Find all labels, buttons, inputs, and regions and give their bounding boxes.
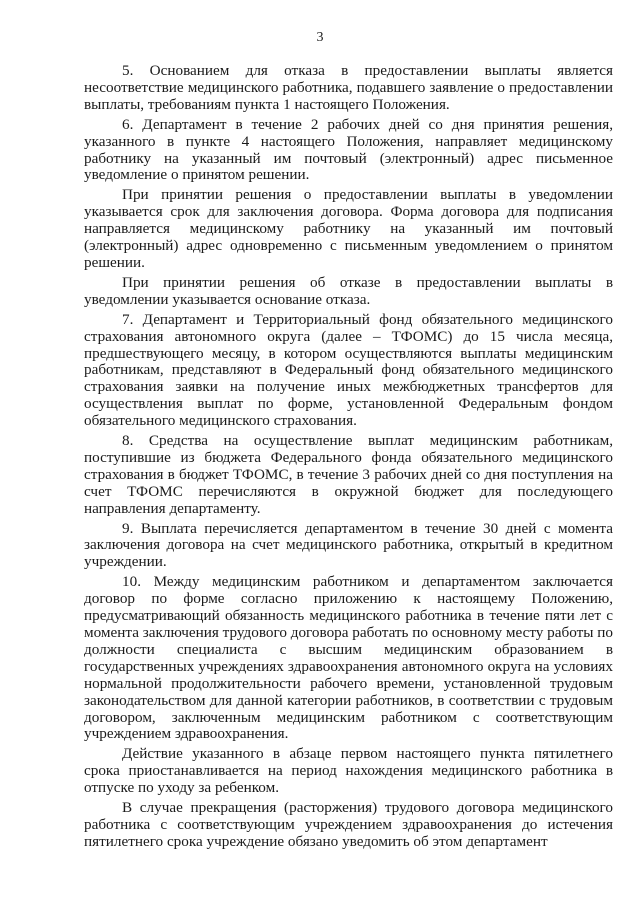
- paragraph-9-payment: 9. Выплата перечисляется департаментом в течение 30 дней с момента заключения договора на счет медицинского работника, открытый в кредитном учреждении.: [84, 519, 613, 571]
- paragraph-6-notification: 6. Департамент в течение 2 рабочих дней со дня принятия решения, указанного в пункте 4 настоящего Положения, направляет медицинскому работнику на указанный им почтовый (электронный) адрес письменное уведомление о принятом решении.: [84, 115, 613, 184]
- paragraph-6-approval-notice: При принятии решения о предоставлении выплаты в уведомлении указывается срок для заключения договора. Форма договора для подписания направляется медицинскому работнику на указанный им почтовый (электронный) адрес одновременно с письменным уведомлением о принятом решении.: [84, 186, 613, 271]
- document-body: [84, 63, 613, 854]
- paragraph-10-termination: В случае прекращения (расторжения) трудового договора медицинского работника с соответствующим учреждением здравоохранения до истечения пятилетнего срока учреждение обязано уведомить об этом департамент: [84, 799, 613, 850]
- paragraph-6-refusal-notice: При принятии решения об отказе в предоставлении выплаты в уведомлении указывается основание отказа.: [84, 273, 613, 308]
- paragraph-7-applications: 7. Департамент и Территориальный фонд обязательного медицинского страхования автономного округа (далее – ТФОМС) до 15 числа месяца, предшествующего месяцу, в котором осуществляются выплаты медицинским работникам, представляют в Федеральный фонд обязательного медицинского страхования заявки на получение иных межбюджетных трансфертов для осуществления выплат по форме, установленной Федеральным фондом обязательного медицинского страхования.: [84, 310, 613, 430]
- page-number: 3: [316, 30, 324, 45]
- paragraph-10-suspension: Действие указанного в абзаце первом настоящего пункта пятилетнего срока приостанавливается на период нахождения медицинского работника в отпуске по уходу за ребенком.: [84, 745, 613, 797]
- paragraph-8-funds: 8. Средства на осуществление выплат медицинским работникам, поступившие из бюджета Федерального фонда обязательного медицинского страхования в бюджет ТФОМС, в течение 3 рабочих дней со дня поступления на счет ТФОМС перечисляются в окружной бюджет для последующего направления департаменту.: [84, 432, 613, 517]
- paragraph-10-contract: 10. Между медицинским работником и департаментом заключается договор по форме согласно приложению к настоящему Положению, предусматривающий обязанность медицинского работника в течение пяти лет с момента заключения трудового договора работать по основному месту работы по должности специалиста с высшим медицинским образованием в государственных учреждениях здравоохранения автономного округа на условиях нормальной продолжительности рабочего времени, установленной трудовым законодательством для данной категории работников, в соответствии с трудовым договором, заключенным медицинским работником с соответствующим учреждением здравоохранения.: [84, 573, 613, 743]
- paragraph-5-refusal-grounds: 5. Основанием для отказа в предоставлении выплаты является несоответствие медицинского работника, подавшего заявление о предоставлении выплаты, требованиям пункта 1 настоящего Положения.: [84, 62, 613, 113]
